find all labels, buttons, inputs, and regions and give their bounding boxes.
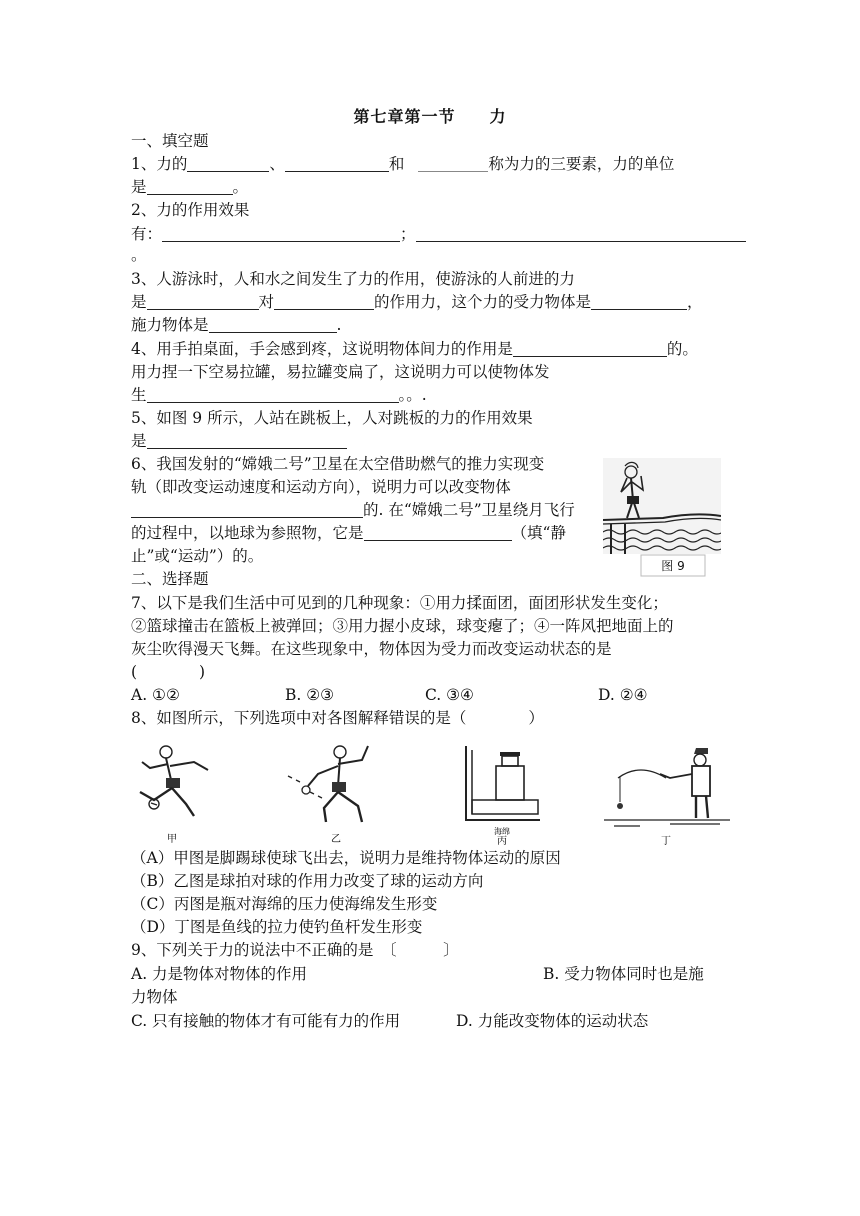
answer-blank[interactable] [274, 293, 374, 310]
figure-ding-fishing [600, 744, 734, 848]
question-6-line-1: 6、我国发射的“嫦娥二号”卫星在太空借助燃气的推力实现变 [131, 455, 545, 473]
answer-blank[interactable] [147, 178, 233, 195]
answer-blank[interactable] [209, 316, 337, 333]
answer-blank[interactable] [162, 225, 400, 242]
figure-9-label: 图 9 [661, 559, 685, 573]
question-3-line-1: 3、人游泳时，人和水之间发生了力的作用，使游泳的人前进的力 [131, 270, 575, 288]
question-7-line-3: 灰尘吹得漫天飞舞。在这些现象中，物体因为受力而改变运动状态的是 [131, 640, 612, 658]
question-9-option-b[interactable]: B. 受力物体同时也是施 [543, 965, 704, 983]
figure-bing-bottle-on-sponge [458, 740, 542, 848]
question-7-answer-parens: ( ) [131, 663, 206, 681]
question-4-line-2: 用力捏一下空易拉罐，易拉罐变扁了，这说明力可以使物体发 [131, 363, 550, 381]
answer-blank[interactable] [131, 501, 363, 518]
question-2-line-3: 。 [131, 246, 147, 264]
answer-blank[interactable] [513, 340, 667, 357]
question-3-line-2: 是 对 的作用力，这个力的受力物体是 ， [131, 293, 703, 311]
question-8-option-c[interactable]: （C）丙图是瓶对海绵的压力使海绵发生形变 [131, 895, 438, 913]
question-5-line-1: 5、如图 9 所示，人站在跳板上，人对跳板的力的作用效果 [131, 409, 533, 427]
question-1-line-1: 1、力的 、 和 称为力的三要素，力的单位 [131, 155, 675, 173]
answer-blank[interactable] [187, 155, 269, 172]
question-2-line-1: 2、力的作用效果 [131, 201, 250, 219]
question-3-line-3: 施力物体是 . [131, 316, 342, 334]
figure-jia-kicking-ball [128, 740, 214, 848]
section-choice-heading: 二、选择题 [131, 570, 209, 588]
caption-ding: 丁 [661, 836, 671, 847]
question-8-option-b[interactable]: （B）乙图是球拍对球的作用力改变了球的运动方向 [131, 872, 484, 890]
question-8-option-d[interactable]: （D）丁图是鱼线的拉力使钓鱼杆发生形变 [131, 918, 423, 936]
caption-jia: 甲 [167, 834, 177, 845]
question-8-stem: 8、如图所示，下列选项中对各图解释错误的是（ ） [131, 709, 544, 727]
sponge-label: 海绵 [494, 827, 510, 836]
answer-blank[interactable] [147, 293, 259, 310]
question-1-line-2: 是 。 [131, 178, 249, 196]
figure-yi-hitting-ball [282, 740, 388, 848]
question-8-option-a[interactable]: （A）甲图是脚踢球使球飞出去，说明力是维持物体运动的原因 [131, 849, 561, 867]
answer-blank[interactable] [147, 432, 347, 449]
question-2-line-2: 有： ； [131, 223, 746, 245]
question-7-option-d[interactable]: D. ②④ [598, 686, 648, 704]
question-9-option-d[interactable]: D. 力能改变物体的运动状态 [456, 1012, 649, 1030]
question-6-line-4: 的过程中，以地球为参照物，它是 （填“静 [131, 524, 566, 542]
question-9-option-a[interactable]: A. 力是物体对物体的作用 [131, 965, 308, 983]
caption-yi: 乙 [331, 834, 341, 845]
caption-bing: 丙 [497, 836, 507, 847]
answer-blank[interactable] [418, 155, 488, 172]
section-fill-in-heading: 一、填空题 [131, 132, 209, 150]
question-9-stem: 9、下列关于力的说法中不正确的是 〔 〕 [131, 941, 459, 959]
question-7-line-1: 7、以下是我们生活中可见到的几种现象：①用力揉面团，面团形状发生变化； [131, 594, 668, 612]
answer-blank[interactable] [364, 524, 512, 541]
question-7-line-2: ②篮球撞击在篮板上被弹回；③用力握小皮球，球变瘪了；④一阵风把地面上的 [131, 617, 674, 635]
question-4-line-3: 生 。。. [131, 386, 427, 404]
question-9-option-b-continued: 力物体 [131, 988, 178, 1006]
question-6-line-2: 轨（即改变运动速度和运动方向），说明力可以改变物体 [131, 478, 511, 496]
page-title: 第七章第一节 力 [353, 107, 507, 126]
question-6-line-5: 止”或“运动”）的。 [131, 547, 264, 565]
question-4-line-1: 4、用手拍桌面，手会感到疼，这说明物体间力的作用是 的。 [131, 340, 698, 358]
answer-blank[interactable] [416, 225, 746, 242]
question-9-option-c[interactable]: C. 只有接触的物体才有可能有力的作用 [131, 1012, 401, 1030]
figure-9-springboard [603, 458, 721, 578]
question-6-line-3: 的. 在“嫦娥二号”卫星绕月飞行 [131, 499, 575, 521]
question-7-option-a[interactable]: A. ①② [131, 686, 180, 704]
answer-blank[interactable] [285, 155, 389, 172]
question-5-line-2: 是 [131, 430, 347, 452]
answer-blank[interactable] [147, 386, 399, 403]
answer-blank[interactable] [591, 293, 687, 310]
question-7-option-b[interactable]: B. ②③ [285, 686, 335, 704]
question-7-option-c[interactable]: C. ③④ [425, 686, 474, 704]
